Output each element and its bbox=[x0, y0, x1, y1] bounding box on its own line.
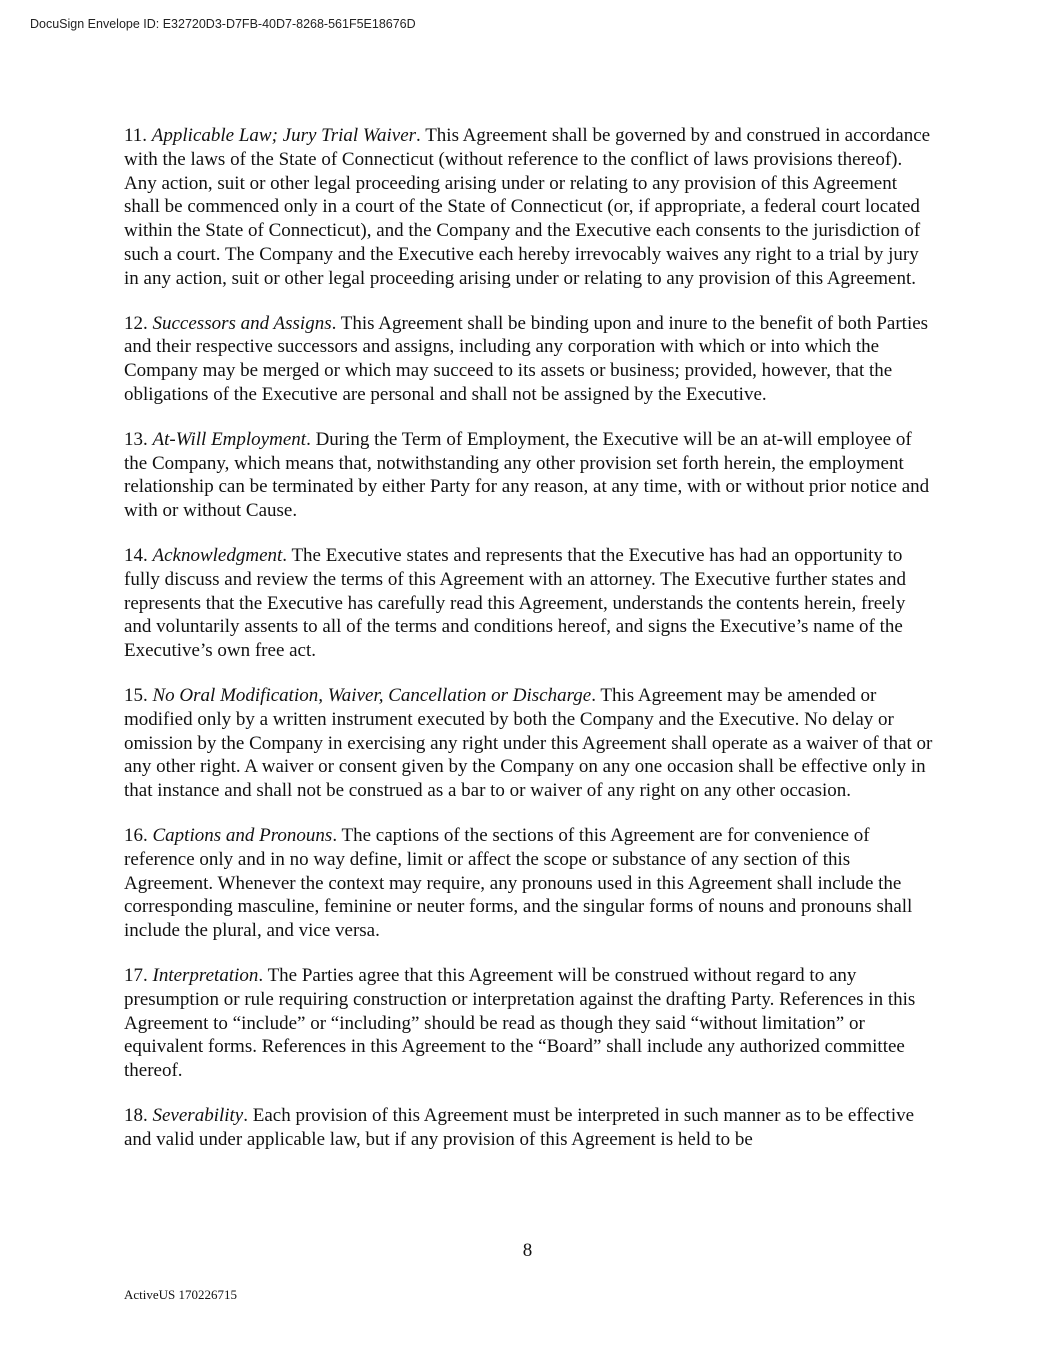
footer-document-id: ActiveUS 170226715 bbox=[124, 1287, 238, 1302]
section-number: 12. bbox=[124, 312, 148, 334]
section-11-applicable-law bbox=[124, 124, 936, 291]
section-17-interpretation bbox=[124, 964, 936, 1083]
section-16-captions-and-pronouns bbox=[124, 824, 936, 943]
section-text: . This Agreement shall be governed by and construed in accordance with the laws of the State of Connecticut (without reference to the conflict of laws provisions thereof). Any action, suit or other legal proceeding arising under or relating to any provision of this Agreement shall be commenced only in a court of the State of Connecticut (or, if appropriate, a federal court located within the State of Connecticut), and the Company and the Executive each consents to the jurisdiction of such a court. The Company and the Executive each hereby irrevocably waives any right to a trial by jury in any action, suit or other legal proceeding arising under or relating to any provision of this Agreement. bbox=[124, 125, 931, 289]
section-number: 13. bbox=[124, 428, 148, 450]
section-heading: Acknowledgment bbox=[152, 544, 283, 566]
section-heading: Successors and Assigns bbox=[152, 312, 332, 334]
section-text: . The captions of the sections of this Agreement are for convenience of reference only and in no way define, limit or affect the scope or substance of any section of this Agreement. Whenever the context may require, any pronouns used in this Agreement shall include the corresponding masculine, feminine or neuter forms, and the singular forms of nouns and pronouns shall include the plural, and vice versa. bbox=[124, 824, 913, 942]
section-number: 17. bbox=[124, 964, 148, 986]
section-number: 18. bbox=[124, 1104, 148, 1126]
section-text: . This Agreement shall be binding upon and inure to the benefit of both Parties and their respective successors and assigns, including any corporation with which or into which the Company may be merged or which may succeed to its assets or business; provided, however, that the obligations of the Executive are personal and shall not be assigned by the Executive. bbox=[124, 312, 929, 405]
section-text: . During the Term of Employment, the Executive will be an at-will employee of the Company, which means that, notwithstanding any other provision set forth herein, the employment relationship can be terminated by either Party for any reason, at any time, with or without prior notice and with or without Cause. bbox=[124, 428, 930, 522]
section-heading: Captions and Pronouns bbox=[152, 824, 333, 846]
section-heading: No Oral Modification, Waiver, Cancellation or Discharge bbox=[152, 684, 592, 706]
section-number: 14. bbox=[124, 544, 148, 566]
section-number: 11. bbox=[124, 125, 148, 146]
section-text: . The Parties agree that this Agreement will be construed without regard to any presumption or rule requiring construction or interpretation against the drafting Party. References in this Agreement to “include” or “including” should be read as though they said “without limitation” or equivalent forms. References in this Agreement to the “Board” shall include any authorized committee thereof. bbox=[124, 964, 916, 1082]
section-text: . The Executive states and represents that the Executive has had an opportunity to fully discuss and review the terms of this Agreement with an attorney. The Executive further states and represents that the Executive has carefully read this Agreement, understands the contents herein, freely and voluntarily assents to all of the terms and conditions hereof, and signs the Executive’s name of the Executive’s own free act. bbox=[124, 544, 906, 662]
section-14-acknowledgment bbox=[124, 544, 936, 663]
section-text: . This Agreement may be amended or modified only by a written instrument executed by both the Company and the Executive. No delay or omission by the Company in exercising any right under this Agreement shall operate as a waiver of that or any other right. A waiver or consent given by the Company on any one occasion shall be effective only in that instance and shall not be construed as a bar to or waiver of any right on any other occasion. bbox=[124, 684, 933, 802]
section-text: . Each provision of this Agreement must be interpreted in such manner as to be effective and valid under applicable law, but if any provision of this Agreement is held to be bbox=[124, 1104, 915, 1150]
document-body bbox=[124, 124, 936, 1172]
section-13-at-will-employment bbox=[124, 428, 936, 523]
section-heading: At-Will Employment bbox=[152, 428, 307, 450]
section-heading: Interpretation bbox=[152, 964, 259, 986]
section-15-no-oral-modification bbox=[124, 684, 936, 803]
section-18-severability bbox=[124, 1104, 936, 1152]
page-number: 8 bbox=[522, 1240, 533, 1261]
section-heading: Severability bbox=[152, 1104, 244, 1126]
section-number: 16. bbox=[124, 824, 148, 846]
section-12-successors-and-assigns bbox=[124, 312, 936, 407]
docusign-envelope-header: DocuSign Envelope ID: E32720D3-D7FB-40D7-8268-561F5E18676D bbox=[30, 17, 416, 31]
section-number: 15. bbox=[124, 684, 148, 706]
section-heading: Applicable Law; Jury Trial Waiver bbox=[151, 125, 417, 146]
